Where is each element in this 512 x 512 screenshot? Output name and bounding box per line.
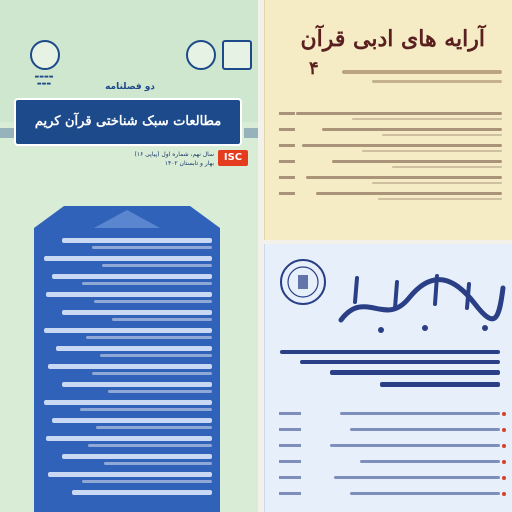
toc-entry	[62, 238, 212, 243]
toc-entry	[56, 346, 212, 351]
cover-pattern	[0, 118, 258, 148]
issue-info-line	[372, 80, 502, 83]
toc-entry	[350, 428, 500, 431]
page-range	[279, 412, 301, 415]
page-range	[279, 492, 301, 495]
toc-entry	[334, 476, 500, 479]
toc-author	[92, 246, 212, 249]
toc-entry	[48, 364, 212, 369]
toc-entry	[360, 460, 500, 463]
toc-author	[102, 264, 212, 267]
contents-panel	[34, 228, 220, 512]
page-range	[279, 144, 295, 147]
toc-author	[96, 426, 212, 429]
calligraphic-title	[335, 268, 507, 338]
toc-bullet	[502, 444, 506, 448]
toc-author	[86, 336, 212, 339]
toc-entry	[322, 128, 502, 131]
toc-author	[94, 300, 212, 303]
toc-author	[362, 150, 502, 152]
journal-title: آرایه های ادبی قرآن	[300, 26, 485, 52]
page-range	[279, 192, 295, 195]
toc-entry	[52, 418, 212, 423]
toc-author	[382, 134, 502, 136]
page-range	[279, 160, 295, 163]
toc-author	[104, 462, 212, 465]
journal-seal-icon	[279, 258, 327, 306]
toc-entry	[302, 144, 502, 147]
publisher-seal-icon	[186, 40, 216, 70]
toc-author	[100, 354, 212, 357]
toc-entry	[62, 382, 212, 387]
issue-meta	[118, 150, 214, 168]
toc-entry	[330, 444, 500, 447]
toc-author	[92, 372, 212, 375]
toc-entry	[350, 492, 500, 495]
toc-bullet	[502, 492, 506, 496]
isc-badge: ISC	[218, 150, 248, 166]
publisher-line	[342, 70, 502, 74]
issue-meta-line: بهار و تابستان ۱۴۰۲	[164, 160, 214, 167]
journal-cover-top-right	[264, 0, 512, 240]
issn-line	[380, 382, 500, 387]
university-logo-caption: ▬▬▬▬ ▬▬▬	[34, 74, 54, 87]
issue-number: ۴	[309, 58, 319, 79]
toc-entry	[44, 400, 212, 405]
toc-author	[112, 318, 212, 321]
page-range	[279, 128, 295, 131]
toc-author	[80, 408, 212, 411]
toc-entry	[306, 176, 502, 179]
page-range	[279, 176, 295, 179]
toc-entry	[72, 490, 212, 495]
toc-entry	[52, 274, 212, 279]
toc-author	[108, 390, 212, 393]
toc-entry	[332, 160, 502, 163]
toc-author	[392, 166, 502, 168]
toc-entry	[48, 472, 212, 477]
toc-author	[378, 198, 502, 200]
journal-info-line	[280, 350, 500, 354]
issue-meta-line: سال نهم، شماره اول (پیاپی ۱۶)	[134, 151, 214, 158]
toc-entry	[62, 310, 212, 315]
issue-info-line	[330, 370, 500, 375]
page-range	[279, 428, 301, 431]
association-logo-icon	[222, 40, 252, 70]
journal-cover-bottom-right	[264, 244, 512, 512]
toc-entry	[296, 112, 502, 115]
contents-panel-top	[34, 206, 220, 228]
toc-author	[352, 118, 502, 120]
toc-entry	[62, 454, 212, 459]
toc-bullet	[502, 428, 506, 432]
toc-author	[88, 444, 212, 447]
toc-entry	[46, 436, 212, 441]
page-range	[279, 112, 295, 115]
page-range	[279, 476, 301, 479]
toc-entry	[316, 192, 502, 195]
journal-title: مطالعات سبک شناختی قرآن کریم	[14, 98, 242, 146]
page-range	[279, 460, 301, 463]
toc-author	[82, 282, 212, 285]
toc-entry	[44, 256, 212, 261]
toc-bullet	[502, 476, 506, 480]
journal-info-line	[300, 360, 500, 364]
toc-bullet	[502, 460, 506, 464]
page-range	[279, 444, 301, 447]
toc-author	[82, 480, 212, 483]
toc-entry	[46, 292, 212, 297]
toc-author	[372, 182, 502, 184]
toc-entry	[44, 328, 212, 333]
journal-subtitle: دو فصلنامه	[105, 82, 155, 92]
university-seal-icon	[30, 40, 60, 70]
toc-bullet	[502, 412, 506, 416]
toc-entry	[340, 412, 500, 415]
